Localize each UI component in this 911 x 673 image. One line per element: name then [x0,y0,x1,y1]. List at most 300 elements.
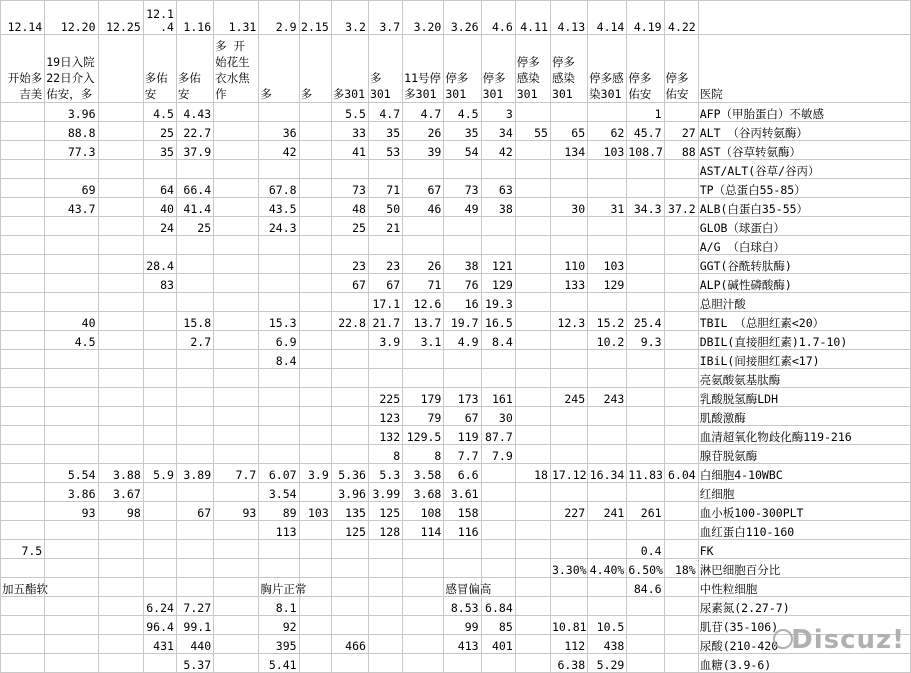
value-cell[interactable] [98,141,143,160]
value-cell[interactable] [259,369,299,388]
value-cell[interactable] [444,559,481,578]
test-name-cell[interactable]: 亮氨酸氨基肽酶 [698,369,910,388]
value-cell[interactable]: 4.7 [403,103,444,122]
value-cell[interactable] [299,616,331,635]
value-cell[interactable]: 7.5 [1,540,45,559]
value-cell[interactable] [214,369,259,388]
value-cell[interactable]: 92 [259,616,299,635]
value-cell[interactable] [664,312,698,331]
value-cell[interactable]: 3.1 [403,331,444,350]
note-cell[interactable]: 多 开始花生衣水焦作 [214,35,259,103]
value-cell[interactable]: 64 [143,179,176,198]
value-cell[interactable] [588,407,627,426]
value-cell[interactable] [214,597,259,616]
value-cell[interactable] [98,407,143,426]
value-cell[interactable] [664,255,698,274]
value-cell[interactable]: 4.40% [588,559,627,578]
value-cell[interactable] [98,274,143,293]
value-cell[interactable] [98,160,143,179]
value-cell[interactable] [1,483,45,502]
value-cell[interactable] [515,198,550,217]
value-cell[interactable]: 98 [98,502,143,521]
value-cell[interactable] [481,350,515,369]
value-cell[interactable]: 5.9 [143,464,176,483]
value-cell[interactable]: 48 [331,198,368,217]
value-cell[interactable] [331,293,368,312]
value-cell[interactable] [45,616,98,635]
value-cell[interactable] [588,540,627,559]
value-cell[interactable] [627,521,664,540]
value-cell[interactable] [550,483,587,502]
value-cell[interactable] [403,559,444,578]
value-cell[interactable]: 19.7 [444,312,481,331]
value-cell[interactable] [299,312,331,331]
value-cell[interactable] [1,293,45,312]
value-cell[interactable] [515,597,550,616]
value-cell[interactable] [299,350,331,369]
note-cell[interactable]: 多301 [368,35,402,103]
value-cell[interactable] [176,521,213,540]
value-cell[interactable] [176,559,213,578]
value-cell[interactable] [259,407,299,426]
value-cell[interactable]: 41.4 [176,198,213,217]
value-cell[interactable] [176,445,213,464]
value-cell[interactable] [515,293,550,312]
value-cell[interactable] [588,293,627,312]
value-cell[interactable]: 25.4 [627,312,664,331]
value-cell[interactable] [403,540,444,559]
value-cell[interactable] [98,521,143,540]
value-cell[interactable]: 3.99 [368,483,402,502]
value-cell[interactable] [368,559,402,578]
test-name-cell[interactable]: 血清超氧化物歧化酶119-216 [698,426,910,445]
value-cell[interactable] [664,103,698,122]
value-cell[interactable] [627,483,664,502]
value-cell[interactable] [214,388,259,407]
value-cell[interactable] [403,369,444,388]
value-cell[interactable]: 65 [550,122,587,141]
value-cell[interactable] [627,179,664,198]
value-cell[interactable] [214,179,259,198]
value-cell[interactable] [664,388,698,407]
value-cell[interactable] [45,578,98,597]
date-header-cell[interactable]: 4.22 [664,1,698,35]
value-cell[interactable]: 6.38 [550,654,587,673]
value-cell[interactable] [214,103,259,122]
value-cell[interactable]: 55 [515,122,550,141]
value-cell[interactable] [550,350,587,369]
value-cell[interactable] [299,597,331,616]
value-cell[interactable] [515,141,550,160]
test-name-cell[interactable]: 白细胞4-10WBC [698,464,910,483]
test-name-cell[interactable]: TP（总蛋白55-85） [698,179,910,198]
value-cell[interactable] [176,426,213,445]
value-cell[interactable]: 103 [588,141,627,160]
value-cell[interactable] [1,616,45,635]
value-cell[interactable] [481,160,515,179]
value-cell[interactable]: 67 [368,274,402,293]
value-cell[interactable]: 79 [403,407,444,426]
value-cell[interactable] [1,388,45,407]
value-cell[interactable] [588,445,627,464]
date-header-cell[interactable]: 12.25 [98,1,143,35]
value-cell[interactable] [214,293,259,312]
value-cell[interactable] [143,160,176,179]
value-cell[interactable]: 26 [403,255,444,274]
date-header-cell[interactable]: 4.11 [515,1,550,35]
value-cell[interactable]: 31 [588,198,627,217]
value-cell[interactable] [1,445,45,464]
value-cell[interactable]: 15.2 [588,312,627,331]
hospital-header-cell[interactable]: 医院 [698,35,910,103]
value-cell[interactable] [627,255,664,274]
value-cell[interactable] [214,122,259,141]
value-cell[interactable]: 3.96 [45,103,98,122]
value-cell[interactable]: 132 [368,426,402,445]
value-cell[interactable]: 128 [368,521,402,540]
value-cell[interactable] [1,407,45,426]
value-cell[interactable]: 63 [481,179,515,198]
date-header-cell[interactable]: 2.15 [299,1,331,35]
value-cell[interactable]: 261 [627,502,664,521]
value-cell[interactable] [299,255,331,274]
value-cell[interactable] [550,179,587,198]
value-cell[interactable]: 45.7 [627,122,664,141]
value-cell[interactable]: 466 [331,635,368,654]
value-cell[interactable]: 135 [331,502,368,521]
value-cell[interactable]: 4.5 [143,103,176,122]
date-header-cell[interactable]: 12.20 [45,1,98,35]
value-cell[interactable] [627,369,664,388]
value-cell[interactable]: 243 [588,388,627,407]
value-cell[interactable] [550,369,587,388]
value-cell[interactable] [143,407,176,426]
value-cell[interactable] [299,426,331,445]
value-cell[interactable] [299,122,331,141]
value-cell[interactable] [299,559,331,578]
value-cell[interactable]: 103 [588,255,627,274]
value-cell[interactable]: 3.68 [403,483,444,502]
value-cell[interactable] [299,369,331,388]
value-cell[interactable]: 179 [403,388,444,407]
value-cell[interactable] [627,350,664,369]
value-cell[interactable] [214,217,259,236]
value-cell[interactable] [664,426,698,445]
value-cell[interactable] [45,559,98,578]
value-cell[interactable] [664,635,698,654]
value-cell[interactable] [664,616,698,635]
note-cell[interactable]: 停多感染301 [550,35,587,103]
value-cell[interactable] [1,141,45,160]
value-cell[interactable] [515,483,550,502]
value-cell[interactable] [1,236,45,255]
value-cell[interactable] [214,198,259,217]
value-cell[interactable]: 54 [444,141,481,160]
value-cell[interactable] [588,521,627,540]
value-cell[interactable] [481,483,515,502]
value-cell[interactable] [214,160,259,179]
value-cell[interactable]: 112 [550,635,587,654]
value-cell[interactable]: 129 [481,274,515,293]
value-cell[interactable]: 41 [331,141,368,160]
value-cell[interactable] [515,388,550,407]
value-cell[interactable] [515,103,550,122]
value-cell[interactable] [1,521,45,540]
value-cell[interactable] [1,597,45,616]
value-cell[interactable] [664,540,698,559]
value-cell[interactable] [331,388,368,407]
test-name-cell[interactable]: 尿酸(210-420 [698,635,910,654]
value-cell[interactable] [664,217,698,236]
value-cell[interactable] [403,654,444,673]
value-cell[interactable] [176,407,213,426]
note-cell[interactable]: 多 [299,35,331,103]
value-cell[interactable] [550,331,587,350]
test-name-cell[interactable]: A/G （白球白） [698,236,910,255]
value-cell[interactable]: 6.24 [143,597,176,616]
value-cell[interactable]: 73 [331,179,368,198]
value-cell[interactable]: 7.27 [176,597,213,616]
value-cell[interactable]: 134 [550,141,587,160]
value-cell[interactable]: 34.3 [627,198,664,217]
value-cell[interactable] [1,198,45,217]
value-cell[interactable]: 5.41 [259,654,299,673]
value-cell[interactable] [45,407,98,426]
value-cell[interactable]: 12.6 [403,293,444,312]
date-header-cell[interactable]: 3.26 [444,1,481,35]
value-cell[interactable] [98,616,143,635]
value-cell[interactable] [550,407,587,426]
value-cell[interactable] [98,217,143,236]
value-cell[interactable] [143,293,176,312]
value-cell[interactable] [588,597,627,616]
date-header-cell[interactable] [698,1,910,35]
value-cell[interactable] [588,426,627,445]
value-cell[interactable]: 108 [403,502,444,521]
value-cell[interactable] [98,350,143,369]
test-name-cell[interactable]: AST/ALT(谷草/谷丙） [698,160,910,179]
value-cell[interactable] [331,616,368,635]
note-cell[interactable]: 停多感染301 [515,35,550,103]
value-cell[interactable] [403,350,444,369]
value-cell[interactable] [45,274,98,293]
value-cell[interactable] [45,369,98,388]
value-cell[interactable] [588,103,627,122]
value-cell[interactable] [515,502,550,521]
value-cell[interactable] [550,540,587,559]
value-cell[interactable] [259,388,299,407]
value-cell[interactable] [176,369,213,388]
test-name-cell[interactable]: DBIL(直接胆红素)1.7-10) [698,331,910,350]
value-cell[interactable] [45,388,98,407]
value-cell[interactable] [627,388,664,407]
value-cell[interactable] [45,654,98,673]
value-cell[interactable] [1,160,45,179]
value-cell[interactable] [45,293,98,312]
value-cell[interactable] [299,217,331,236]
value-cell[interactable]: 241 [588,502,627,521]
value-cell[interactable]: 30 [481,407,515,426]
value-cell[interactable] [627,274,664,293]
value-cell[interactable]: 3.9 [299,464,331,483]
value-cell[interactable] [214,540,259,559]
value-cell[interactable] [664,407,698,426]
value-cell[interactable] [331,597,368,616]
value-cell[interactable] [481,236,515,255]
value-cell[interactable] [664,179,698,198]
value-cell[interactable]: 83 [143,274,176,293]
value-cell[interactable]: 16.34 [588,464,627,483]
value-cell[interactable] [331,578,368,597]
value-cell[interactable] [1,217,45,236]
note-cell[interactable]: 停多佑安 [627,35,664,103]
value-cell[interactable]: 40 [143,198,176,217]
value-cell[interactable] [1,179,45,198]
value-cell[interactable] [299,198,331,217]
value-cell[interactable]: 67 [176,502,213,521]
test-name-cell[interactable]: 淋巴细胞百分比 [698,559,910,578]
value-cell[interactable]: 1 [627,103,664,122]
value-cell[interactable] [299,331,331,350]
value-cell[interactable] [1,122,45,141]
value-cell[interactable] [368,350,402,369]
value-cell[interactable] [1,369,45,388]
value-cell[interactable]: 4.5 [444,103,481,122]
value-cell[interactable] [45,350,98,369]
value-cell[interactable] [176,255,213,274]
value-cell[interactable] [331,540,368,559]
value-cell[interactable] [143,426,176,445]
value-cell[interactable]: 87.7 [481,426,515,445]
value-cell[interactable]: 25 [331,217,368,236]
value-cell[interactable] [176,236,213,255]
value-cell[interactable]: 110 [550,255,587,274]
test-name-cell[interactable]: 肌苷(35-106) [698,616,910,635]
value-cell[interactable] [550,578,587,597]
value-cell[interactable]: 4.43 [176,103,213,122]
value-cell[interactable]: 3.61 [444,483,481,502]
value-cell[interactable] [45,217,98,236]
value-cell[interactable] [481,369,515,388]
test-name-cell[interactable]: 血小板100-300PLT [698,502,910,521]
value-cell[interactable] [444,236,481,255]
note-cell[interactable]: 停多301 [444,35,481,103]
value-cell[interactable]: 0.4 [627,540,664,559]
value-cell[interactable] [550,217,587,236]
value-cell[interactable] [550,426,587,445]
value-cell[interactable]: 21.7 [368,312,402,331]
value-cell[interactable] [214,350,259,369]
value-cell[interactable]: 3.30% [550,559,587,578]
value-cell[interactable] [627,654,664,673]
value-cell[interactable] [214,616,259,635]
value-cell[interactable]: 395 [259,635,299,654]
value-cell[interactable] [214,141,259,160]
value-cell[interactable]: 438 [588,635,627,654]
value-cell[interactable] [331,369,368,388]
value-cell[interactable] [214,236,259,255]
value-cell[interactable] [259,293,299,312]
value-cell[interactable] [299,103,331,122]
value-cell[interactable]: 37.9 [176,141,213,160]
test-name-cell[interactable]: FK [698,540,910,559]
value-cell[interactable] [331,559,368,578]
value-cell[interactable] [98,559,143,578]
test-name-cell[interactable]: ALB(白蛋白35-55） [698,198,910,217]
value-cell[interactable] [481,502,515,521]
value-cell[interactable] [143,521,176,540]
note-cell[interactable]: 开始多吉美 [1,35,45,103]
value-cell[interactable]: 37.2 [664,198,698,217]
test-name-cell[interactable]: 血红蛋白110-160 [698,521,910,540]
value-cell[interactable] [143,559,176,578]
value-cell[interactable]: 3.54 [259,483,299,502]
value-cell[interactable] [176,274,213,293]
value-cell[interactable] [299,274,331,293]
value-cell[interactable] [1,255,45,274]
value-cell[interactable] [664,369,698,388]
note-cell[interactable]: 多佑安 [176,35,213,103]
value-cell[interactable] [143,578,176,597]
value-cell[interactable] [176,293,213,312]
value-cell[interactable] [143,483,176,502]
value-cell[interactable] [515,578,550,597]
value-cell[interactable] [664,483,698,502]
value-cell[interactable] [331,445,368,464]
value-cell[interactable] [176,483,213,502]
date-header-cell[interactable]: 1.31 [214,1,259,35]
value-cell[interactable] [515,312,550,331]
value-cell[interactable]: 40 [45,312,98,331]
note-cell[interactable] [98,35,143,103]
value-cell[interactable]: 49 [444,198,481,217]
value-cell[interactable] [403,217,444,236]
value-cell[interactable] [368,654,402,673]
value-cell[interactable]: 38 [481,198,515,217]
value-cell[interactable]: 66.4 [176,179,213,198]
value-cell[interactable] [515,407,550,426]
value-cell[interactable] [481,540,515,559]
value-cell[interactable]: 6.9 [259,331,299,350]
value-cell[interactable] [1,350,45,369]
value-cell[interactable]: 93 [214,502,259,521]
value-cell[interactable]: 2.7 [176,331,213,350]
note-cell[interactable]: 19日入院22日介入佑安，多 [45,35,98,103]
value-cell[interactable]: 99.1 [176,616,213,635]
value-cell[interactable]: 46 [403,198,444,217]
value-cell[interactable] [515,559,550,578]
value-cell[interactable]: 6.04 [664,464,698,483]
value-cell[interactable] [550,160,587,179]
value-cell[interactable] [143,502,176,521]
note-cell[interactable]: 多301 [331,35,368,103]
value-cell[interactable] [550,597,587,616]
value-cell[interactable] [299,293,331,312]
value-cell[interactable] [299,483,331,502]
value-cell[interactable] [515,274,550,293]
value-cell[interactable]: 161 [481,388,515,407]
value-cell[interactable]: 84.6 [627,578,664,597]
value-cell[interactable]: 16.5 [481,312,515,331]
value-cell[interactable] [664,578,698,597]
value-cell[interactable] [588,578,627,597]
value-cell[interactable] [515,635,550,654]
value-cell[interactable] [214,407,259,426]
value-cell[interactable]: 3.58 [403,464,444,483]
value-cell[interactable] [299,160,331,179]
value-cell[interactable]: 71 [403,274,444,293]
value-cell[interactable]: 8 [368,445,402,464]
